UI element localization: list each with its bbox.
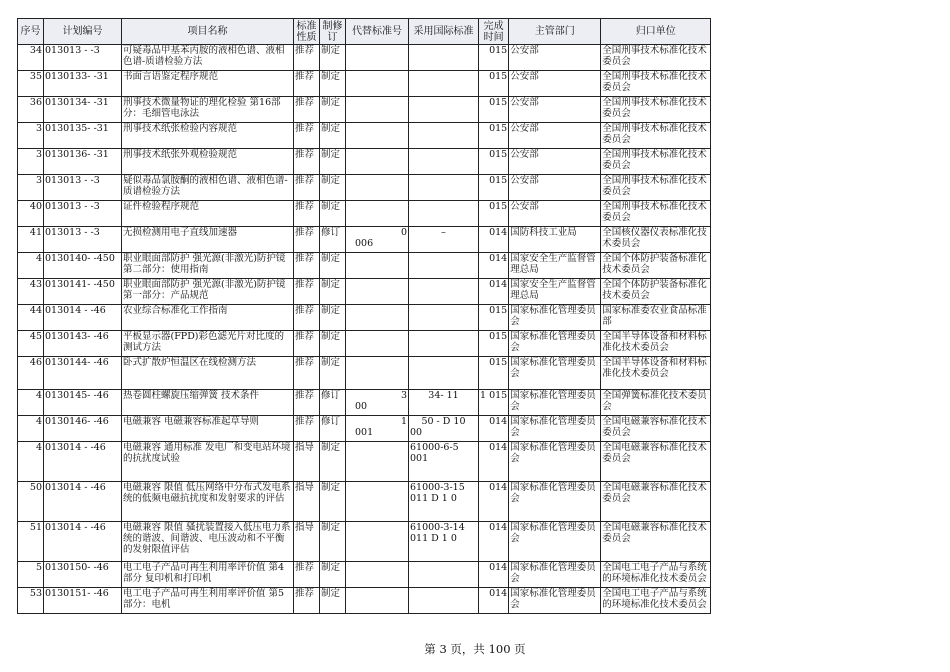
cell-name: 农业综合标准化工作指南 [122, 305, 294, 331]
cell-fin: 015 [479, 149, 509, 175]
cell-fin: 015 [479, 123, 509, 149]
cell-seq: 53 [18, 588, 44, 614]
cell-plan: 013013 - -3 [44, 175, 122, 201]
cell-owner: 全国个体防护装备标准化技术委员会 [601, 279, 711, 305]
cell-seq: 46 [18, 357, 44, 390]
cell-plan: 0130133- -31 [44, 71, 122, 97]
cell-intl3-line: 011 D 1 0 [410, 533, 457, 544]
cell-replace [346, 149, 409, 175]
table-row [18, 390, 711, 416]
cell-nature: 推荐 [294, 201, 320, 227]
cell-fin: 1 015 [479, 390, 509, 416]
header-owner: 归口单位 [601, 19, 711, 45]
cell-fin: 014 [479, 227, 509, 253]
cell-revise: 制定 [320, 97, 346, 123]
cell-plan: 0130141- -450 [44, 279, 122, 305]
header-plan-no: 计划编号 [44, 19, 122, 45]
cell-replace [346, 253, 409, 279]
cell-revise: 制定 [320, 482, 346, 522]
cell-intl-line: 34- 11 [428, 390, 459, 401]
cell-intl2-line: 61000-3-14 [410, 522, 465, 533]
cell-fin: 014 [479, 562, 509, 588]
cell-owner: 全国刑事技术标准化技术委员会 [601, 123, 711, 149]
cell-plan: 0130140- -450 [44, 253, 122, 279]
cell-intl3-line: 001 [410, 453, 429, 464]
table-row [18, 442, 711, 482]
cell-seq: 35 [18, 71, 44, 97]
cell-intl2-line: 61000-6-5 [410, 442, 459, 453]
cell-intl [409, 305, 479, 331]
table-row [18, 357, 711, 390]
cell-revise: 制定 [320, 149, 346, 175]
cell-revise: 修订 [320, 416, 346, 442]
cell-fin: 015 [479, 45, 509, 71]
cell-replace [346, 331, 409, 357]
cell-intl-line: – [441, 227, 446, 238]
cell-name: 电磁兼容 限值 低压网络中分布式发电系统的低频电磁抗扰度和发射要求的评估 [122, 482, 294, 522]
cell-intl [409, 123, 479, 149]
cell-revise: 制定 [320, 357, 346, 390]
cell-revise: 制定 [320, 305, 346, 331]
cell-dept: 公安部 [509, 97, 601, 123]
cell-fin: 014 [479, 442, 509, 482]
cell-replace [346, 175, 409, 201]
cell-intl [409, 175, 479, 201]
cell-name: 职业眼面部防护 强光源(非激光)防护镜 第二部分：使用指南 [122, 253, 294, 279]
cell-name: 电工电子产品可再生利用率评价值 第5部分：电机 [122, 588, 294, 614]
cell-dept: 公安部 [509, 149, 601, 175]
cell-seq: 3 [18, 123, 44, 149]
cell-replace [346, 227, 409, 253]
cell-dept: 国家标准化管理委员会 [509, 562, 601, 588]
cell-name: 电磁兼容 限值 骚扰装置接入低压电力系统的谐波、间谐波、电压波动和不平衡的发射限值评估 [122, 522, 294, 562]
cell-replace [346, 588, 409, 614]
cell-dept: 国家标准化管理委员会 [509, 390, 601, 416]
cell-replace [346, 390, 409, 416]
cell-replace-line: 0 [400, 227, 407, 238]
cell-owner: 全国核仪器仪表标准化技术委员会 [601, 227, 711, 253]
cell-dept: 公安部 [509, 71, 601, 97]
cell-name: 刑事技术纸张检验内容规范 [122, 123, 294, 149]
cell-revise: 制定 [320, 279, 346, 305]
cell-dept: 国家标准化管理委员会 [509, 442, 601, 482]
cell-dept: 国家标准化管理委员会 [509, 522, 601, 562]
cell-intl [409, 357, 479, 390]
cell-replace [346, 97, 409, 123]
cell-plan: 013013 - -3 [44, 227, 122, 253]
header-name: 项目名称 [122, 19, 294, 45]
cell-intl2-line: 00 [410, 427, 423, 438]
table-row [18, 562, 711, 588]
standards-plan-table [17, 18, 711, 614]
cell-replace [346, 562, 409, 588]
cell-owner: 国家标准委农业食品标准部 [601, 305, 711, 331]
cell-seq: 4 [18, 253, 44, 279]
table-row [18, 416, 711, 442]
cell-dept: 公安部 [509, 175, 601, 201]
cell-nature: 推荐 [294, 390, 320, 416]
cell-plan: 0130151- -46 [44, 588, 122, 614]
cell-seq: 36 [18, 97, 44, 123]
cell-seq: 4 [18, 416, 44, 442]
cell-plan: 0130134- -31 [44, 97, 122, 123]
cell-seq: 40 [18, 201, 44, 227]
header-revise: 制修订 [320, 19, 346, 45]
cell-intl [409, 97, 479, 123]
cell-seq: 4 [18, 442, 44, 482]
cell-dept: 公安部 [509, 45, 601, 71]
cell-intl [409, 149, 479, 175]
cell-plan: 0130143- -46 [44, 331, 122, 357]
cell-intl [409, 45, 479, 71]
cell-revise: 制定 [320, 45, 346, 71]
table-row [18, 588, 711, 614]
cell-nature: 推荐 [294, 45, 320, 71]
table-header [18, 19, 711, 45]
cell-revise: 制定 [320, 175, 346, 201]
cell-nature: 指导 [294, 482, 320, 522]
cell-owner: 全国刑事技术标准化技术委员会 [601, 71, 711, 97]
cell-intl [409, 442, 479, 482]
cell-intl2-line: 61000-3-15 [410, 482, 465, 493]
cell-fin: 014 [479, 416, 509, 442]
cell-owner: 全国电磁兼容标准化技术委员会 [601, 482, 711, 522]
table-row [18, 201, 711, 227]
header-seq: 序号 [18, 19, 44, 45]
cell-fin: 014 [479, 482, 509, 522]
cell-seq: 43 [18, 279, 44, 305]
cell-nature: 推荐 [294, 227, 320, 253]
cell-nature: 推荐 [294, 562, 320, 588]
cell-intl [409, 71, 479, 97]
cell-dept: 国家标准化管理委员会 [509, 305, 601, 331]
cell-plan: 0130135- -31 [44, 123, 122, 149]
cell-seq: 44 [18, 305, 44, 331]
cell-revise: 制定 [320, 588, 346, 614]
cell-seq: 3 [18, 175, 44, 201]
cell-owner: 全国电磁兼容标准化技术委员会 [601, 416, 711, 442]
table-row [18, 253, 711, 279]
cell-replace [346, 357, 409, 390]
header-dept: 主管部门 [509, 19, 601, 45]
header-finish: 完成时间 [479, 19, 509, 45]
cell-intl [409, 227, 479, 253]
cell-seq: 45 [18, 331, 44, 357]
cell-replace [346, 123, 409, 149]
cell-seq: 4 [18, 390, 44, 416]
cell-name: 职业眼面部防护 强光源(非激光)防护镜 第一部分：产品规范 [122, 279, 294, 305]
cell-fin: 014 [479, 253, 509, 279]
cell-dept: 公安部 [509, 123, 601, 149]
cell-owner: 全国电工电子产品与系统的环境标准化技术委员会 [601, 562, 711, 588]
table-row [18, 175, 711, 201]
cell-name: 可疑毒品甲基苯丙胺的液相色谱、液相色谱-质谱检验方法 [122, 45, 294, 71]
cell-owner: 全国刑事技术标准化技术委员会 [601, 97, 711, 123]
cell-revise: 修订 [320, 227, 346, 253]
cell-revise: 制定 [320, 331, 346, 357]
cell-replace2-line: 001 [355, 427, 374, 438]
table-row [18, 331, 711, 357]
table-row [18, 45, 711, 71]
cell-name: 疑似毒品氯胺酮的液相色谱、液相色谱-质谱检验方法 [122, 175, 294, 201]
cell-plan: 0130146- -46 [44, 416, 122, 442]
cell-owner: 全国刑事技术标准化技术委员会 [601, 175, 711, 201]
cell-nature: 推荐 [294, 305, 320, 331]
cell-owner: 全国刑事技术标准化技术委员会 [601, 201, 711, 227]
cell-owner: 全国个体防护装备标准化技术委员会 [601, 253, 711, 279]
cell-dept: 国家标准化管理委员会 [509, 416, 601, 442]
cell-fin: 015 [479, 331, 509, 357]
header-intl: 采用国际标准 [409, 19, 479, 45]
cell-name: 刑事技术纸张外观检验规范 [122, 149, 294, 175]
cell-intl [409, 522, 479, 562]
cell-fin: 015 [479, 71, 509, 97]
cell-nature: 推荐 [294, 279, 320, 305]
table-row [18, 305, 711, 331]
cell-plan: 0130150- -46 [44, 562, 122, 588]
cell-replace [346, 201, 409, 227]
cell-plan: 0130145- -46 [44, 390, 122, 416]
cell-intl3-line: 011 D 1 0 [410, 493, 457, 504]
table-row [18, 227, 711, 253]
cell-nature: 推荐 [294, 253, 320, 279]
cell-owner: 全国半导体设备和材料标准化技术委员会 [601, 357, 711, 390]
header-nature: 标准性质 [294, 19, 320, 45]
cell-replace-line: 3 [400, 390, 407, 401]
cell-name: 证件检验程序规范 [122, 201, 294, 227]
cell-fin: 015 [479, 201, 509, 227]
cell-replace2-line: 00 [355, 401, 368, 412]
cell-seq: 41 [18, 227, 44, 253]
table-row [18, 279, 711, 305]
cell-replace-line: 1 [400, 416, 407, 427]
cell-intl [409, 588, 479, 614]
cell-nature: 推荐 [294, 331, 320, 357]
cell-name: 电工电子产品可再生利用率评价值 第4部分 复印机和打印机 [122, 562, 294, 588]
cell-replace2-line: 006 [355, 238, 374, 249]
cell-name: 刑事技术微量物证的理化检验 第16部分：毛细管电泳法 [122, 97, 294, 123]
cell-revise: 制定 [320, 562, 346, 588]
cell-replace [346, 442, 409, 482]
cell-nature: 推荐 [294, 416, 320, 442]
cell-name: 热卷圆柱螺旋压缩弹簧 技术条件 [122, 390, 294, 416]
cell-owner: 全国电工电子产品与系统的环境标准化技术委员会 [601, 588, 711, 614]
cell-dept: 国家安全生产监督管理总局 [509, 253, 601, 279]
cell-intl [409, 279, 479, 305]
cell-name: 书面言语鉴定程序规范 [122, 71, 294, 97]
cell-name: 无损检测用电子直线加速器 [122, 227, 294, 253]
cell-seq: 3 [18, 149, 44, 175]
cell-name: 电磁兼容 通用标准 发电厂和变电站环境的抗扰度试验 [122, 442, 294, 482]
table-row [18, 123, 711, 149]
cell-nature: 推荐 [294, 123, 320, 149]
cell-nature: 推荐 [294, 149, 320, 175]
cell-dept: 国家安全生产监督管理总局 [509, 279, 601, 305]
cell-dept: 国防科技工业局 [509, 227, 601, 253]
cell-nature: 推荐 [294, 97, 320, 123]
cell-nature: 推荐 [294, 357, 320, 390]
cell-fin: 015 [479, 97, 509, 123]
table-body [18, 45, 711, 614]
table-row [18, 482, 711, 522]
cell-intl [409, 201, 479, 227]
cell-revise: 制定 [320, 71, 346, 97]
cell-revise: 制定 [320, 253, 346, 279]
cell-plan: 013014 - -46 [44, 522, 122, 562]
cell-dept: 国家标准化管理委员会 [509, 482, 601, 522]
cell-plan: 013014 - -46 [44, 442, 122, 482]
cell-intl [409, 562, 479, 588]
cell-revise: 制定 [320, 201, 346, 227]
cell-dept: 国家标准化管理委员会 [509, 357, 601, 390]
cell-plan: 013013 - -3 [44, 45, 122, 71]
cell-fin: 014 [479, 279, 509, 305]
cell-intl [409, 253, 479, 279]
table-row [18, 71, 711, 97]
cell-replace [346, 305, 409, 331]
cell-replace [346, 482, 409, 522]
cell-plan: 013014 - -46 [44, 482, 122, 522]
cell-plan: 013014 - -46 [44, 305, 122, 331]
cell-name: 电磁兼容 电磁兼容标准起草导则 [122, 416, 294, 442]
cell-name: 平板显示器(FPD)彩色滤光片对比度的测试方法 [122, 331, 294, 357]
table-row [18, 97, 711, 123]
cell-intl [409, 482, 479, 522]
cell-replace [346, 45, 409, 71]
cell-fin: 015 [479, 357, 509, 390]
cell-plan: 0130136- -31 [44, 149, 122, 175]
cell-replace [346, 279, 409, 305]
cell-fin: 015 [479, 305, 509, 331]
cell-seq: 5 [18, 562, 44, 588]
cell-plan: 013013 - -3 [44, 201, 122, 227]
cell-owner: 全国刑事技术标准化技术委员会 [601, 149, 711, 175]
cell-dept: 国家标准化管理委员会 [509, 588, 601, 614]
cell-replace [346, 416, 409, 442]
cell-owner: 全国电磁兼容标准化技术委员会 [601, 442, 711, 482]
header-replace: 代替标准号 [346, 19, 409, 45]
cell-owner: 全国半导体设备和材料标准化技术委员会 [601, 331, 711, 357]
cell-owner: 全国电磁兼容标准化技术委员会 [601, 522, 711, 562]
cell-revise: 制定 [320, 123, 346, 149]
cell-seq: 50 [18, 482, 44, 522]
cell-replace [346, 522, 409, 562]
cell-intl [409, 331, 479, 357]
cell-plan: 0130144- -46 [44, 357, 122, 390]
cell-revise: 修订 [320, 390, 346, 416]
cell-intl [409, 390, 479, 416]
cell-name: 卧式扩散炉恒温区在线检测方法 [122, 357, 294, 390]
cell-owner: 全国弹簧标准化技术委员会 [601, 390, 711, 416]
cell-revise: 制定 [320, 442, 346, 482]
page-footer: 第 3 页，共 100 页 [424, 642, 526, 656]
cell-seq: 51 [18, 522, 44, 562]
cell-fin: 015 [479, 175, 509, 201]
cell-nature: 推荐 [294, 175, 320, 201]
cell-revise: 制定 [320, 522, 346, 562]
cell-nature: 指导 [294, 442, 320, 482]
table-row [18, 522, 711, 562]
cell-owner: 全国刑事技术标准化技术委员会 [601, 45, 711, 71]
table-row [18, 149, 711, 175]
cell-seq: 34 [18, 45, 44, 71]
cell-fin: 014 [479, 588, 509, 614]
cell-nature: 指导 [294, 522, 320, 562]
cell-replace [346, 71, 409, 97]
cell-nature: 推荐 [294, 71, 320, 97]
cell-nature: 推荐 [294, 588, 320, 614]
cell-fin: 014 [479, 522, 509, 562]
cell-intl-line: 50 - D 10 [421, 416, 466, 427]
cell-dept: 国家标准化管理委员会 [509, 331, 601, 357]
cell-intl [409, 416, 479, 442]
cell-dept: 公安部 [509, 201, 601, 227]
